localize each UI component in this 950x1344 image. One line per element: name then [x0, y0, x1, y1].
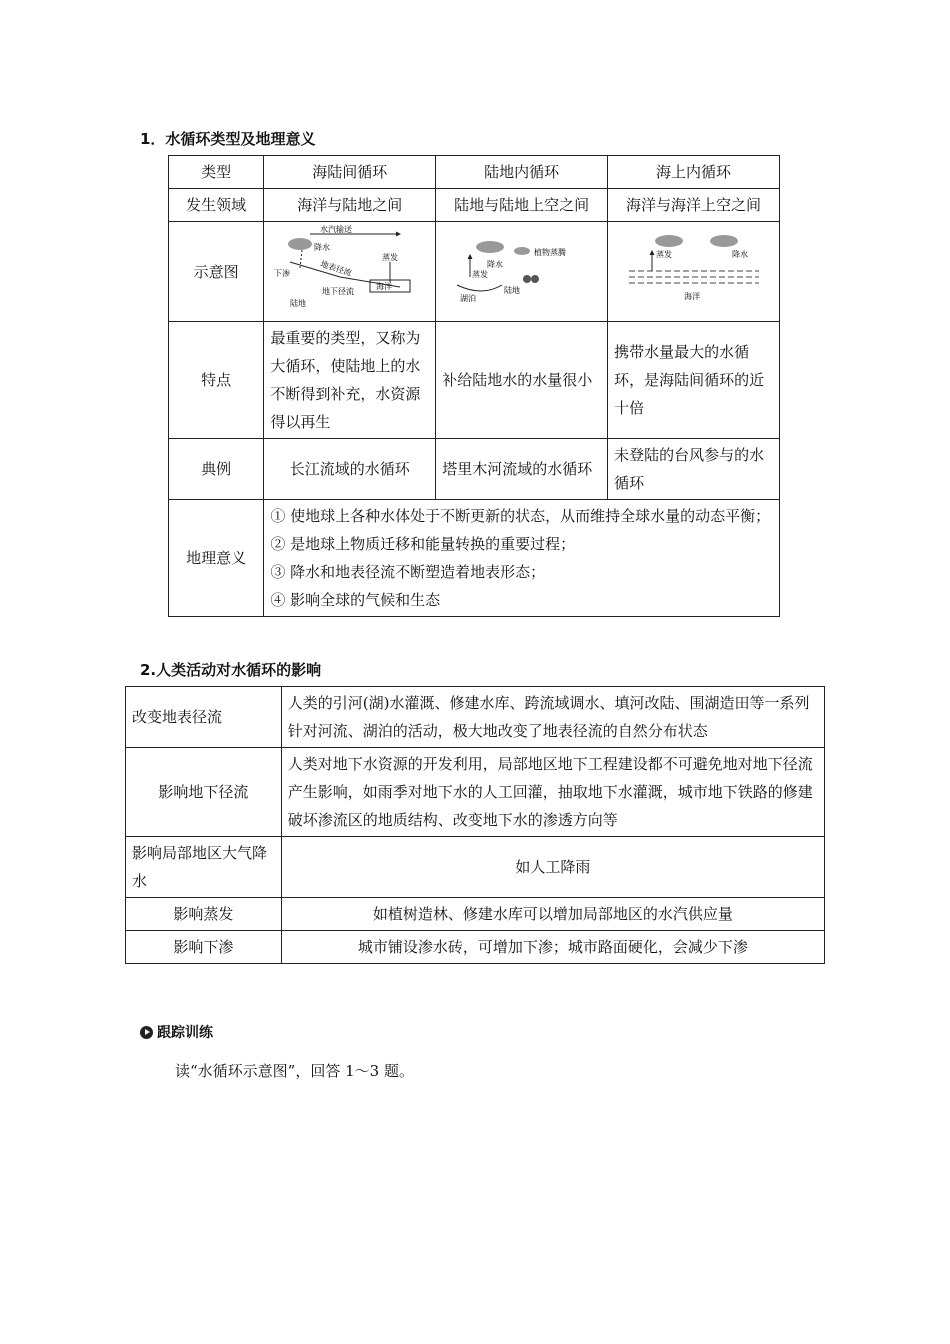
diagram-label: 地表径流 [319, 259, 353, 278]
table-cell: 如植树造林、修建水库可以增加局部地区的水汽供应量 [281, 898, 824, 931]
meaning-item: ② 是地球上物质迁移和能量转换的重要过程； [270, 535, 576, 553]
land-cycle-illustration [442, 227, 602, 307]
header-cell: 海上内循环 [608, 156, 780, 189]
row-label: 典例 [169, 439, 264, 500]
table-row [169, 322, 780, 439]
header-cell: 海陆间循环 [264, 156, 436, 189]
table-cell: 海洋与海洋上空之间 [608, 189, 780, 222]
diagram-label: 降水 [731, 250, 748, 259]
sea-land-cycle-illustration [270, 222, 430, 312]
meaning-item: ③ 降水和地表径流不断塑造着地表形态； [270, 563, 546, 581]
row-label: 特点 [169, 322, 264, 439]
meaning-item: ① 使地球上各种水体处于不断更新的状态，从而维持全球水量的动态平衡； [270, 507, 771, 525]
sea-cycle-illustration [614, 227, 774, 307]
diagram-label: 海洋 [375, 282, 392, 291]
table-cell: 陆地与陆地上空之间 [436, 189, 608, 222]
table-row [126, 898, 825, 931]
row-label: 影响蒸发 [126, 898, 282, 931]
diagram-label: 陆地 [503, 286, 520, 295]
diagram-label: 下渗 [273, 269, 290, 278]
row-label: 地理意义 [169, 500, 264, 617]
table-row [126, 931, 825, 964]
meaning-item: ④ 影响全球的气候和生态 [270, 591, 441, 609]
header-cell: 类型 [169, 156, 264, 189]
table-cell: 塔里木河流域的水循环 [436, 439, 608, 500]
diagram-label: 水汽输送 [319, 225, 352, 234]
row-label: 影响局部地区大气降水 [126, 837, 282, 898]
table-cell: 最重要的类型，又称为大循环，使陆地上的水不断得到补充，水资源得以再生 [264, 322, 436, 439]
table-row [169, 439, 780, 500]
row-label: 影响地下径流 [126, 748, 282, 837]
land-diagram [436, 222, 608, 322]
table-row [169, 222, 780, 322]
table-row [169, 189, 780, 222]
follow-up-heading [140, 1022, 213, 1042]
table-cell: 长江流域的水循环 [264, 439, 436, 500]
row-label: 影响下渗 [126, 931, 282, 964]
row-label: 示意图 [169, 222, 264, 322]
diagram-label: 降水 [486, 260, 503, 269]
sea-diagram [608, 222, 780, 322]
table-cell: 人类的引河(湖)水灌溉、修建水库、跨流域调水、填河改陆、围湖造田等一系列针对河流、湖泊的活动，极大地改变了地表径流的自然分布状态 [281, 687, 824, 748]
water-cycle-table [168, 155, 780, 617]
diagram-label: 蒸发 [471, 270, 488, 279]
diagram-label: 植物蒸腾 [533, 248, 566, 257]
diagram-label: 蒸发 [655, 250, 672, 259]
diagram-label: 湖泊 [459, 294, 476, 303]
table-row [126, 687, 825, 748]
table-cell: 未登陆的台风参与的水循环 [608, 439, 780, 500]
diagram-label: 陆地 [289, 299, 306, 308]
table-row [169, 156, 780, 189]
table-row [126, 837, 825, 898]
table-cell: 携带水量最大的水循环，是海陆间循环的近十倍 [608, 322, 780, 439]
table-cell: 城市铺设渗水砖，可增加下渗；城市路面硬化，会减少下渗 [281, 931, 824, 964]
section2-title: 2.人类活动对水循环的影响 [140, 661, 322, 679]
table-cell: 海洋与陆地之间 [264, 189, 436, 222]
table-row [169, 500, 780, 617]
table-row [126, 748, 825, 837]
table-cell: 补给陆地水的水量很小 [436, 322, 608, 439]
diagram-label: 地下径流 [321, 287, 354, 296]
header-cell: 陆地内循环 [436, 156, 608, 189]
follow-up-intro: 读“水循环示意图”，回答 1～3 题。 [175, 1062, 414, 1080]
row-label: 改变地表径流 [126, 687, 282, 748]
section1-title: 1．水循环类型及地理意义 [140, 130, 316, 148]
diagram-label: 降水 [313, 243, 330, 252]
sea-land-diagram [264, 222, 436, 322]
row-label: 发生领域 [169, 189, 264, 222]
meaning-cell [264, 500, 780, 617]
diagram-label: 蒸发 [381, 253, 398, 262]
table-cell: 人类对地下水资源的开发利用，局部地区地下工程建设都不可避免地对地下径流产生影响，如雨季对地下水的人工回灌，抽取地下水灌溉，城市地下铁路的修建破坏渗流区的地质结构、改变地下水的渗透方向等 [281, 748, 824, 837]
table-cell: 如人工降雨 [281, 837, 824, 898]
follow-up-title: 跟踪训练 [157, 1025, 213, 1041]
diagram-label: 海洋 [683, 292, 700, 301]
play-icon [140, 1026, 153, 1039]
human-impact-table [125, 686, 825, 964]
